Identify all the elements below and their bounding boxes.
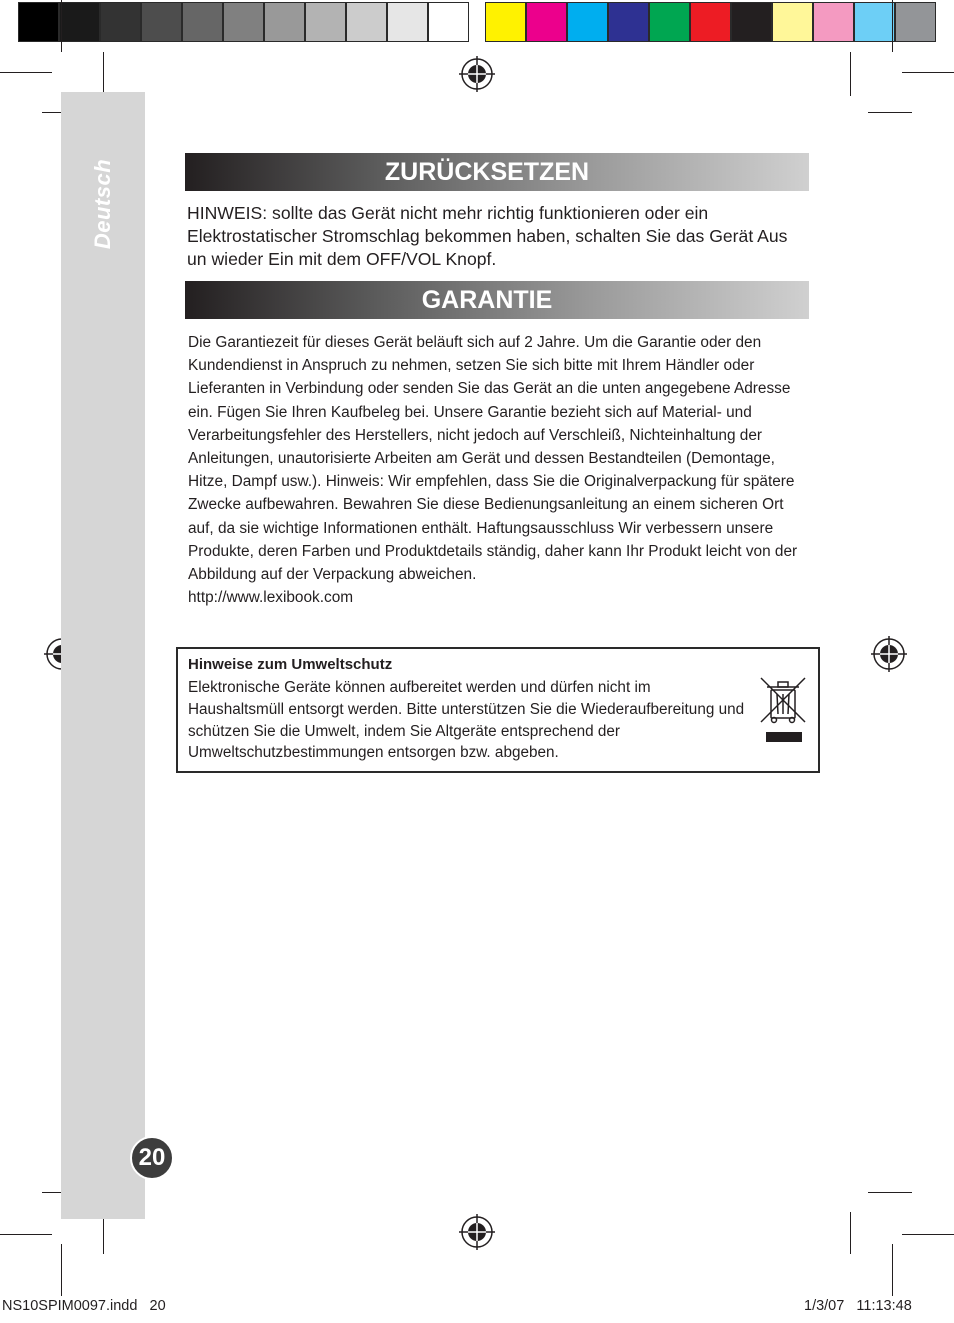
page-number: 20 <box>130 1136 174 1180</box>
footer-file-info: NS10SPIM0097.indd 20 <box>2 1298 166 1314</box>
environment-title: Hinweise zum Umweltschutz <box>188 656 393 673</box>
color-swatch <box>731 2 772 42</box>
reset-title: ZURÜCKSETZEN <box>384 158 590 186</box>
gray-swatch <box>428 2 469 42</box>
warranty-text: Die Garantiezeit für dieses Gerät beläuft sich auf 2 Jahre. Um die Garantie oder den Kundendienst in Anspruch zu nehmen, setzen Sie sich bitte mit Ihrem Händler oder Lieferanten in Verbindung oder senden Sie das Gerät an die unten angegebene Adresse ein. Fügen Sie Ihren Kaufbeleg bei. Unsere Garantie bezieht sich auf Material- und Verarbeitungsfehler des Herstellers, nicht jedoch auf Verschleiß, Nichteinhaltung der Anleitungen, unautorisierte Arbeiten am Gerät und dessen Bestandteilen (Demontage, Hitze, Dampf usw.). Hinweis: Wir empfehlen, dass Sie die Originalverpackung für spätere Zwecke aufbewahren. Bewahren Sie diese Bedienungsanleitung an einem sicheren Ort auf, da sie wichtige Informationen enthält. Haftungsausschluss Wir verbessern unsere Produkte, deren Farben und Produktdetails ständig, daher kann Ihr Produkt leicht von der Abbildung auf der Verpackung abweichen. <box>188 334 798 584</box>
registration-mark-icon <box>459 56 495 92</box>
color-swatch <box>895 2 936 42</box>
registration-mark-icon <box>459 1214 495 1250</box>
gray-swatch <box>305 2 346 42</box>
warranty-body <box>188 331 810 609</box>
warranty-section-header <box>185 281 809 319</box>
warranty-title: GARANTIE <box>421 286 553 314</box>
gray-swatch <box>100 2 141 42</box>
gray-swatch <box>141 2 182 42</box>
warranty-url: http://www.lexibook.com <box>188 589 354 607</box>
registration-mark-icon <box>871 636 907 672</box>
color-swatch <box>608 2 649 42</box>
reset-section-header <box>185 153 809 191</box>
color-swatch <box>567 2 608 42</box>
color-swatch <box>690 2 731 42</box>
language-sidebar <box>61 92 145 1219</box>
language-label: Deutsch <box>90 158 115 250</box>
gray-swatch <box>18 2 59 42</box>
gray-swatch <box>182 2 223 42</box>
color-swatch <box>854 2 895 42</box>
environment-text: Elektronische Geräte können aufbereitet werden und dürfen nicht im Haushaltsmüll entsorgt werden. Bitte unterstützen Sie die Wiederaufbereitung und schützen Sie die Umwelt, indem Sie Altgeräte entsprechend der Umweltschutzbestimmungen entsorgen bzw. abgeben. <box>188 679 745 762</box>
footer-timestamp: 1/3/07 11:13:48 <box>804 1298 912 1314</box>
gray-swatch <box>59 2 100 42</box>
color-swatch <box>649 2 690 42</box>
gray-swatch <box>223 2 264 42</box>
reset-hint-text: HINWEIS: sollte das Gerät nicht mehr richtig funktionieren oder ein Elektrostatischer Stromschlag bekommen haben, schalten Sie das Gerät Aus un wieder Ein mit dem OFF/VOL Knopf. <box>187 203 788 269</box>
gray-swatch <box>346 2 387 42</box>
color-swatch <box>813 2 854 42</box>
gray-swatch <box>264 2 305 42</box>
crossed-out-bin-icon <box>758 674 808 746</box>
color-swatch <box>526 2 567 42</box>
color-swatch <box>772 2 813 42</box>
color-swatch <box>485 2 526 42</box>
gray-swatch <box>387 2 428 42</box>
